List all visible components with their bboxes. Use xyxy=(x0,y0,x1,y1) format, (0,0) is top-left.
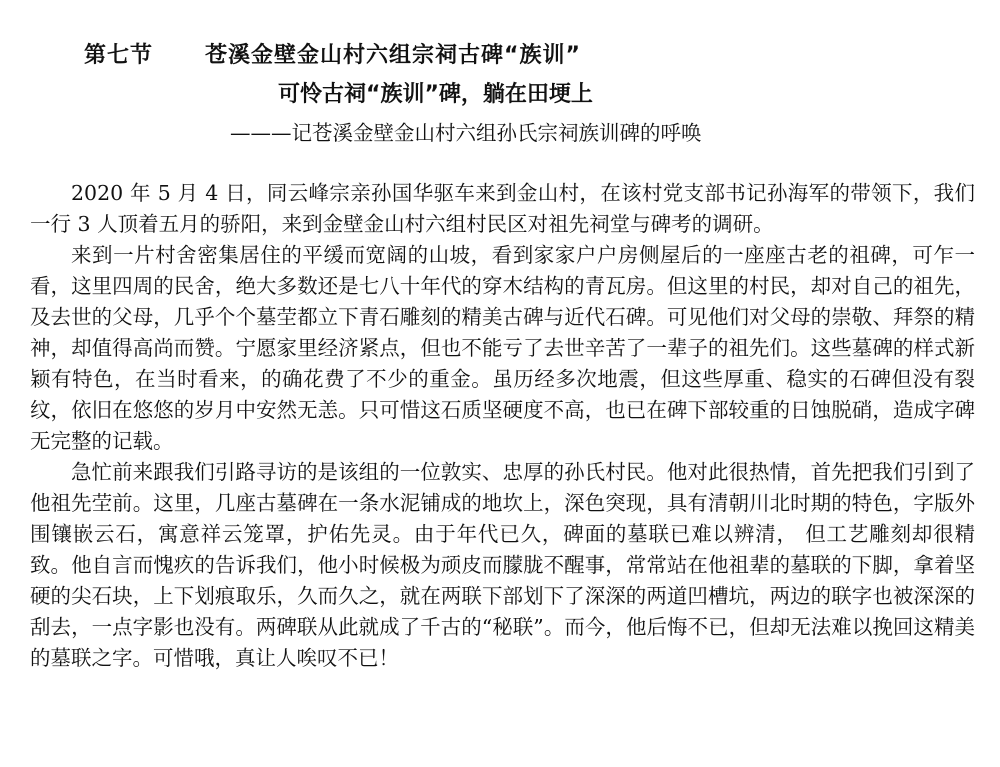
section-title-text: 苍溪金壁金山村六组宗祠古碑“族训” xyxy=(205,43,581,68)
article-byline: ———记苍溪金壁金山村六组孙氏宗祠族训碑的呼唤 xyxy=(230,121,702,145)
section-number: 第七节 xyxy=(84,43,154,68)
paragraph-2: 来到一片村舍密集居住的平缓而宽阔的山坡，看到家家户户房侧屋后的一座座古老的祖碑，可乍一看，这里四周的民舍，绝大多数还是七八十年代的穿木结构的青瓦房。但这里的村民，却对自己的祖先，及去世的父母，几乎个个墓茔都立下青石雕刻的精美古碑与近代石碑。可见他们对父母的崇敬、拜祭的精神，却值得高尚而赞。宁愿家里经济紧点，但也不能亏了去世辛苦了一辈子的祖先们。这些墓碑的样式新颖有特色，在当时看来，的确花费了不少的重金。虽历经多次地震，但这些厚重、稳实的石碑但没有裂纹，依旧在悠悠的岁月中安然无恙。只可惜这石质坚硬度不高，也已在碑下部较重的日蚀脱硝，造成字碑无完整的记载。 xyxy=(30,243,975,453)
section-title xyxy=(84,38,581,69)
article-subtitle: 可怜古祠“族训”碑，躺在田埂上 xyxy=(278,82,593,107)
paragraph-3: 急忙前来跟我们引路寻访的是该组的一位敦实、忠厚的孙氏村民。他对此很热情，首先把我们引到了他祖先茔前。这里，几座古墓碑在一条水泥铺成的地坎上，深色突现，具有清朝川北时期的特色，字版外围镶嵌云石，寓意祥云笼罩，护佑先灵。由于年代已久，碑面的墓联已难以辨清， 但工艺雕刻却很精致。他自言而愧疚的告诉我们，他小时候极为顽皮而朦胧不醒事，常常站在他祖辈的墓联的下脚，拿着坚硬的尖石块，上下划痕取乐，久而久之，就在两联下部划下了深深的两道凹槽坑，两边的联字也被深深的刮去，一点字影也没有。两碑联从此就成了千古的“秘联”。而今，他后悔不已，但却无法难以挽回这精美的墓联之字。可惜哦，真让人唉叹不已！ xyxy=(30,460,975,670)
paragraph-1: 2020 年 5 月 4 日，同云峰宗亲孙国华驱车来到金山村，在该村党支部书记孙海军的带领下，我们一行 3 人顶着五月的骄阳，来到金壁金山村六组村民区对祖先祠堂与碑考的调研。 xyxy=(30,181,975,236)
article-body xyxy=(30,178,975,674)
